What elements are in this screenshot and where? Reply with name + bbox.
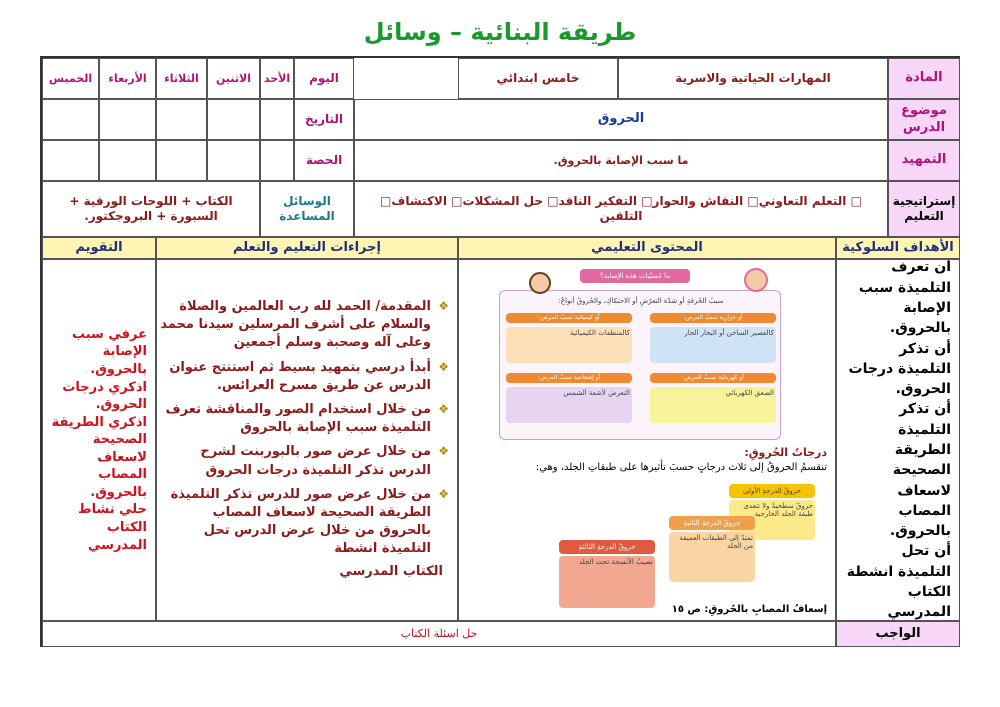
degree-first-title: حروقُ الدرجةِ الأولى: [729, 484, 815, 498]
procedures-cell: [156, 259, 458, 621]
procedure-item: ❖ أبدأ درسي بتمهيد بسيط ثم استنتج عنوان الدرس عن طريق مسرح العرائس.: [157, 359, 449, 395]
cause-thermal-title: أو حرارية سببُ المرض:: [650, 313, 776, 323]
topic-value: الحروق: [354, 99, 888, 140]
strategy-label: إستراتيجية التعليم: [888, 181, 960, 237]
evaluation-header: التقويم: [42, 237, 156, 259]
period-tuesday: [156, 140, 207, 181]
objective-item: أن تذكر التلميذة الطريقة الصحيحة لاسعاف المصاب بالحروق.: [889, 401, 951, 540]
content-header: المحتوى التعليمي: [458, 237, 836, 259]
cause-electric-title: أو كهربائية سببُ المرض:: [650, 373, 776, 383]
period-monday: [207, 140, 260, 181]
date-tuesday: [156, 99, 207, 140]
degree-third-title: حروقُ الدرجةِ الثالثةِ: [559, 540, 655, 554]
day-sunday: الأحد: [260, 58, 294, 99]
procedures-list: [157, 298, 457, 558]
causes-banner: سببُ الحُرقةِ أو شدّة التعرّضِ أو الاحتكاكِ، والحُروقُ أنواعٌ:: [558, 297, 724, 305]
objectives-header: الأهداف السلوكية: [836, 237, 960, 259]
day-tuesday: الثلاثاء: [156, 58, 207, 99]
day-label: اليوم: [294, 58, 354, 99]
question-bubble: ما مُسبّبات هذه الإصابة؟: [580, 269, 690, 283]
procedure-item: ❖ المقدمة/ الحمد لله رب العالمين والصلاة والسلام على أشرف المرسلين سيدنا محمد وعلى آله وصحبة وسلم أجمعين: [157, 298, 449, 353]
page-title: طريقة البنائية – وسائل: [363, 18, 637, 46]
cause-electric-box: الصعق الكهربائي: [650, 387, 776, 423]
lesson-plan-table: [40, 56, 960, 647]
intro-value: ما سبب الإصابة بالحروق.: [354, 140, 888, 181]
evaluation-item: عرفي سبب الإصابة بالحروق.: [71, 326, 147, 378]
objective-item: أن تعرف التلميذة سبب الإصابة بالحروق.: [858, 259, 951, 337]
day-monday: الاثنين: [207, 58, 260, 99]
cause-chemical-title: أو كيميائية سببُ المرض:: [506, 313, 632, 323]
evaluation-list: [43, 320, 155, 560]
intro-label: التمهيد: [888, 140, 960, 181]
procedure-item: ❖ من خلال عرض صور بالبوربنت لشرح الدرس تذكر التلميذة درجات الحروق: [157, 443, 449, 479]
objectives-list: [837, 259, 959, 621]
procedures-tail: الكتاب المدرسي: [339, 564, 443, 580]
girl-illustration-right: [744, 268, 768, 292]
girl-illustration-left: [529, 272, 551, 294]
degrees-text: تنقسمُ الحروقُ إلى ثلاث درجاتٍ حسبَ تأثيرها على طبقاتِ الجلد، وهي:: [535, 462, 827, 473]
period-sunday: [260, 140, 294, 181]
date-wednesday: [99, 99, 156, 140]
homework-value: حل اسئلة الكتاب: [42, 621, 836, 647]
degree-first-box: حروقٌ سطحيةٌ ولا تتعدى طبقة الجلد الخارجية: [729, 500, 815, 540]
procedures-header: إجراءات التعليم والتعلم: [156, 237, 458, 259]
period-thursday: [42, 140, 99, 181]
period-wednesday: [99, 140, 156, 181]
textbook-causes-figure: [499, 272, 781, 440]
homework-label: الواجب: [836, 621, 960, 647]
degrees-title: درجاتُ الحُروقِ:: [744, 446, 827, 459]
date-thursday: [42, 99, 99, 140]
cause-chemical-box: كالمنظفات الكيميائية: [506, 327, 632, 363]
evaluation-cell: [42, 259, 156, 621]
first-aid-caption: إسعافُ المصابِ بالحُروقِ: ص ١٥: [671, 603, 827, 615]
period-label: الحصة: [294, 140, 354, 181]
strategy-value: □ التعلم التعاوني□ النقاش والحوار□ التفكير الناقد□ حل المشكلات□ الاكتشاف□ التلقين: [354, 181, 888, 237]
evaluation-item: حلي نشاط الكتاب المدرسي: [78, 502, 147, 553]
aids-label: الوسائل المساعدة: [260, 181, 354, 237]
date-monday: [207, 99, 260, 140]
degree-second-box: تمتدّ إلى الطبقات العميقة من الجلد: [669, 532, 755, 582]
subject-label: المادة: [888, 58, 960, 99]
objective-item: أن تحل التلميذة انشطة الكتاب المدرسي: [846, 543, 951, 621]
objective-item: أن تذكر التلميذة درجات الحروق.: [848, 340, 951, 398]
day-thursday: الخميس: [42, 58, 99, 99]
cause-thermal-box: كالعصير الساخن أو البخار الحار: [650, 327, 776, 363]
aids-value: الكتاب + اللوحات الورقية + السبورة + البروجكتور.: [42, 181, 260, 237]
grade-value: خامس ابتدائي: [458, 58, 618, 99]
content-cell: [458, 259, 836, 621]
cause-radiation-title: أو إشعاعية سببُ المرض:: [506, 373, 632, 383]
subject-value: المهارات الحياتية والاسرية: [618, 58, 888, 99]
objectives-cell: [836, 259, 960, 621]
procedure-item: ❖ من خلال عرض صور للدرس تذكر التلميذة الطريقة الصحيحة لاسعاف المصاب بالحروق من خلال عرض الدرس تحل التلميذة انشطة: [157, 486, 449, 559]
topic-label: موضوع الدرس: [888, 99, 960, 140]
evaluation-item: اذكري درجات الحروق.: [62, 379, 147, 413]
procedure-item: ❖ من خلال استخدام الصور والمناقشة تعرف التلميذة سبب الإصابة بالحروق: [157, 401, 449, 437]
day-wednesday: الأربعاء: [99, 58, 156, 99]
date-label: التاريخ: [294, 99, 354, 140]
evaluation-item: اذكري الطريقة الصحيحة لاسعاف المصاب بالحروق.: [51, 414, 147, 500]
cause-radiation-box: التعرض لأشعة الشمس: [506, 387, 632, 423]
degree-third-box: تصيبُ الأنسجة تحت الجلد: [559, 556, 655, 608]
date-sunday: [260, 99, 294, 140]
degree-second-title: حروقُ الدرجةِ الثانيةِ: [669, 516, 755, 530]
